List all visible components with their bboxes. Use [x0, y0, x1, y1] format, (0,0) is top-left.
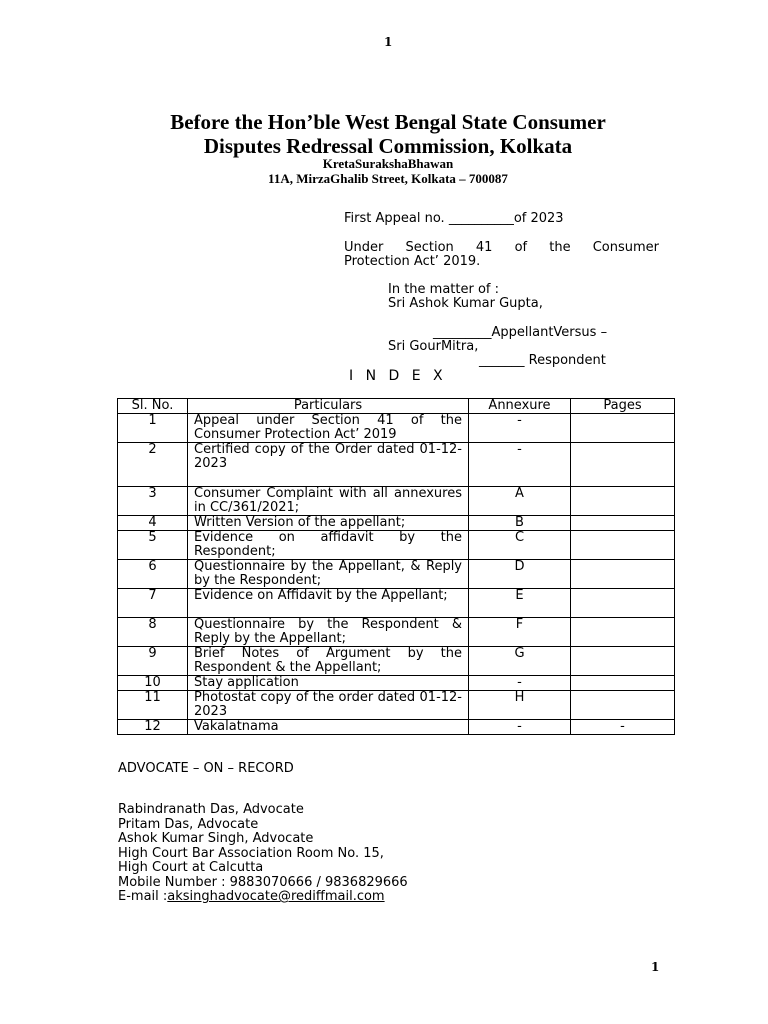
- row-sl: 7: [118, 589, 188, 618]
- row-particulars: Photostat copy of the order dated 01-12-2023: [188, 691, 469, 720]
- email-line: [118, 890, 408, 905]
- table-row: [118, 414, 675, 443]
- row-annexure: H: [469, 691, 571, 720]
- row-sl: 6: [118, 560, 188, 589]
- row-sl: 8: [118, 618, 188, 647]
- email-label: E-mail :: [118, 889, 168, 904]
- table-row: [118, 676, 675, 691]
- row-pages: [571, 618, 675, 647]
- table-row: [118, 589, 675, 618]
- row-particulars: Evidence on Affidavit by the Appellant;: [188, 589, 469, 618]
- row-sl: 2: [118, 443, 188, 487]
- table-row: [118, 618, 675, 647]
- section-line-1: Under Section 41 of the Consumer: [344, 240, 659, 255]
- header-sl-no: Sl. No.: [118, 399, 188, 414]
- appeal-number: First Appeal no. __________of 2023: [344, 211, 564, 226]
- row-pages: [571, 560, 675, 589]
- row-annexure: D: [469, 560, 571, 589]
- table-row: [118, 691, 675, 720]
- row-annexure: -: [469, 414, 571, 443]
- respondent-role: _______ Respondent: [479, 353, 606, 368]
- row-annexure: C: [469, 531, 571, 560]
- row-annexure: B: [469, 516, 571, 531]
- respondent-name: Sri GourMitra,: [388, 339, 479, 354]
- index-title: I N D E X: [349, 368, 447, 384]
- appellant-name: Sri Ashok Kumar Gupta,: [388, 296, 543, 311]
- row-particulars: Brief Notes of Argument by the Respondent & the Appellant;: [188, 647, 469, 676]
- row-sl: 3: [118, 487, 188, 516]
- row-pages: [571, 516, 675, 531]
- header-particulars: Particulars: [188, 399, 469, 414]
- email-link[interactable]: aksinghadvocate@rediffmail.com: [167, 889, 385, 904]
- building-name: KretaSurakshaBhawan: [322, 156, 454, 171]
- row-annexure: A: [469, 487, 571, 516]
- row-sl: 4: [118, 516, 188, 531]
- row-pages: [571, 531, 675, 560]
- table-header-row: [118, 399, 675, 414]
- address: 11A, MirzaGhalib Street, Kolkata – 700087: [268, 171, 508, 186]
- title-line-1: Before the Hon’ble West Bengal State Consumer: [170, 110, 606, 134]
- address-line: High Court Bar Association Room No. 15,: [118, 845, 384, 861]
- advocate-line: Ashok Kumar Singh, Advocate: [118, 831, 314, 846]
- page-number-bottom: 1: [651, 960, 660, 974]
- advocate-details: [118, 803, 408, 905]
- row-sl: 12: [118, 720, 188, 735]
- row-pages: [571, 414, 675, 443]
- appellant-versus: _________AppellantVersus –: [433, 325, 608, 340]
- row-pages: [571, 589, 675, 618]
- row-particulars: Stay application: [188, 676, 469, 691]
- row-pages: [571, 676, 675, 691]
- header-annexure: Annexure: [469, 399, 571, 414]
- row-annexure: -: [469, 443, 571, 487]
- row-sl: 11: [118, 691, 188, 720]
- row-particulars: Written Version of the appellant;: [188, 516, 469, 531]
- row-particulars: Consumer Complaint with all annexures in CC/361/2021;: [188, 487, 469, 516]
- row-particulars: Evidence on affidavit by the Respondent;: [188, 531, 469, 560]
- document-title: [90, 110, 686, 158]
- table-row: [118, 443, 675, 487]
- row-particulars: Questionnaire by the Appellant, & Reply by the Respondent;: [188, 560, 469, 589]
- row-sl: 9: [118, 647, 188, 676]
- row-sl: 5: [118, 531, 188, 560]
- mobile-number: Mobile Number : 9883070666 / 9836829666: [118, 874, 408, 890]
- row-particulars: Vakalatnama: [188, 720, 469, 735]
- table-row: [118, 487, 675, 516]
- table-row: [118, 720, 675, 735]
- row-annexure: E: [469, 589, 571, 618]
- address-line: High Court at Calcutta: [118, 860, 264, 875]
- row-sl: 1: [118, 414, 188, 443]
- advocate-line: Pritam Das, Advocate: [118, 816, 259, 832]
- title-line-2: Disputes Redressal Commission, Kolkata: [203, 134, 573, 158]
- table-row: [118, 516, 675, 531]
- header-pages: Pages: [571, 399, 675, 414]
- row-pages: [571, 647, 675, 676]
- advocate-line: Rabindranath Das, Advocate: [118, 802, 304, 817]
- row-annexure: F: [469, 618, 571, 647]
- matter-label: In the matter of :: [388, 282, 500, 297]
- index-table: [117, 398, 675, 735]
- advocate-on-record: ADVOCATE – ON – RECORD: [118, 761, 294, 776]
- row-annexure: -: [469, 720, 571, 735]
- row-pages: [571, 691, 675, 720]
- row-pages: -: [571, 720, 675, 735]
- row-sl: 10: [118, 676, 188, 691]
- row-particulars: Certified copy of the Order dated 01-12-2023: [188, 443, 469, 487]
- row-annexure: -: [469, 676, 571, 691]
- table-row: [118, 647, 675, 676]
- section-line-2: Protection Act’ 2019.: [344, 254, 481, 269]
- table-row: [118, 560, 675, 589]
- row-particulars: Appeal under Section 41 of the Consumer Protection Act’ 2019: [188, 414, 469, 443]
- row-annexure: G: [469, 647, 571, 676]
- page-number-top: 1: [384, 35, 393, 49]
- row-pages: [571, 443, 675, 487]
- row-pages: [571, 487, 675, 516]
- table-row: [118, 531, 675, 560]
- row-particulars: Questionnaire by the Respondent & Reply by the Appellant;: [188, 618, 469, 647]
